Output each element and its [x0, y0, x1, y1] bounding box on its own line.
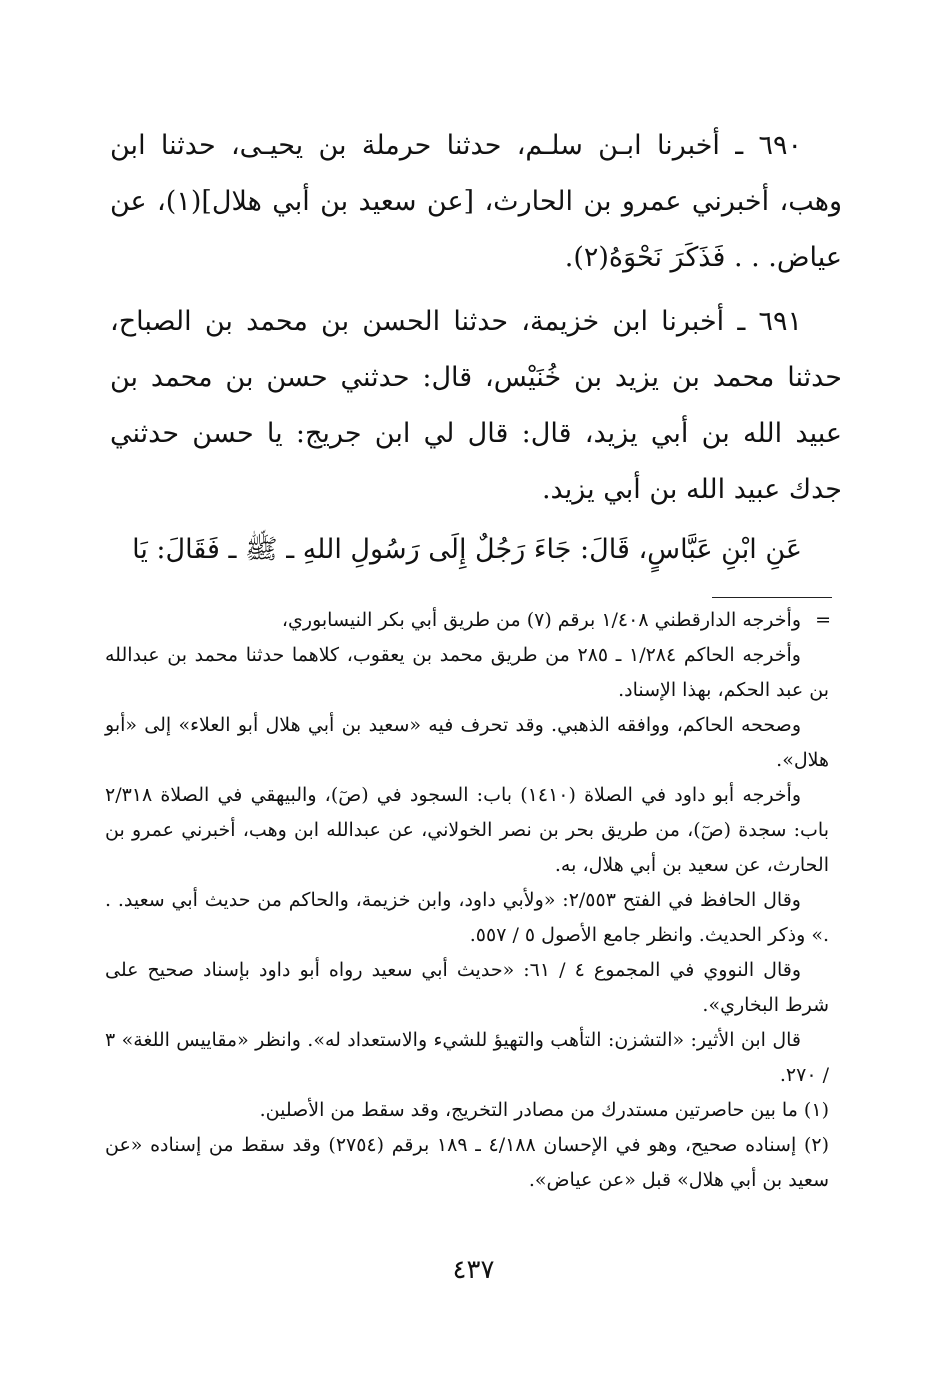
page-number: ٤٣٧: [452, 1255, 495, 1285]
main-text: [110, 118, 842, 605]
hadith-691: ٦٩١ ـ أخبرنا ابن خزيمة، حدثنا الحسن بن محمد بن الصباح، حدثنا محمد بن يزيد بن خُنَيْس، قال: حدثني حسن بن محمد بن عبيد الله بن أبي يزيد، قال: قال لي ابن جريج: يا حسن حدثني جدك عبيد الله بن أبي يزيد.: [110, 306, 842, 505]
footnote-line: قال ابن الأثير: «التشزن: التأهب والتهيؤ للشيء والاستعداد له». وانظر «مقاييس اللغة» ٣ / ٢٧٠.: [105, 1029, 829, 1086]
footnote-line: وأخرجه الحاكم ١/٢٨٤ ـ ٢٨٥ من طريق محمد بن يعقوب، كلاهما حدثنا محمد بن عبدالله بن عبد الحكم، بهذا الإسناد.: [105, 644, 829, 701]
hadith-690: ٦٩٠ ـ أخبرنا ابـن سلـم، حدثنا حرملة بن يحيـى، حدثنا ابن وهب، أخبرني عمرو بن الحارث، [عن سعيد بن أبي هلال](١)، عن عياض. . . فَذَكَرَ نَحْوَهُ(٢).: [110, 130, 842, 273]
continuation-marker: =: [815, 609, 831, 631]
hadith-text-quote: عَنِ ابْنِ عَبَّاسٍ، قَالَ: جَاءَ رَجُلٌ إِلَى رَسُولِ اللهِ ـ ﷺ ـ فَقَالَ: يَا: [132, 534, 802, 565]
footnote-line: وقال النووي في المجموع ٤ / ٦١: «حديث أبي سعيد رواه أبو داود بإسناد صحيح على شرط البخاري».: [105, 959, 829, 1016]
footnotes: [105, 603, 829, 1198]
footnote-line: وصححه الحاكم، ووافقه الذهبي. وقد تحرف فيه «سعيد بن أبي هلال أبو العلاء» إلى «أبو هلال».: [105, 714, 829, 771]
footnote-line: وأخرجه أبو داود في الصلاة (١٤١٠) باب: السجود في (صٓ)، والبيهقي في الصلاة ٢/٣١٨ باب: سجدة (صٓ)، من طريق بحر بن نصر الخولاني، عن عبدالله ابن وهب، أخبرني عمرو بن الحارث، عن سعيد بن أبي هلال، به.: [105, 784, 829, 876]
footnote-1: (١) ما بين حاصرتين مستدرك من مصادر التخريج، وقد سقط من الأصلين.: [259, 1099, 829, 1121]
footnote-continuation: = وأخرجه الدارقطني ١/٤٠٨ برقم (٧) من طريق أبي بكر النيسابوري،: [105, 603, 829, 638]
footnote-2: (٢) إسناده صحيح، وهو في الإحسان ٤/١٨٨ ـ ١٨٩ برقم (٢٧٥٤) وقد سقط من إسناده «عن سعيد بن أبي هلال» قبل «عن عياض».: [105, 1134, 829, 1191]
footnote-line: وقال الحافظ في الفتح ٢/٥٥٣: «ولأبي داود، وابن خزيمة، والحاكم من حديث أبي سعيد. . .» وذكر الحديث. وانظر جامع الأصول ٥ / ٥٥٧.: [105, 889, 829, 946]
footnote-separator: [712, 597, 832, 598]
